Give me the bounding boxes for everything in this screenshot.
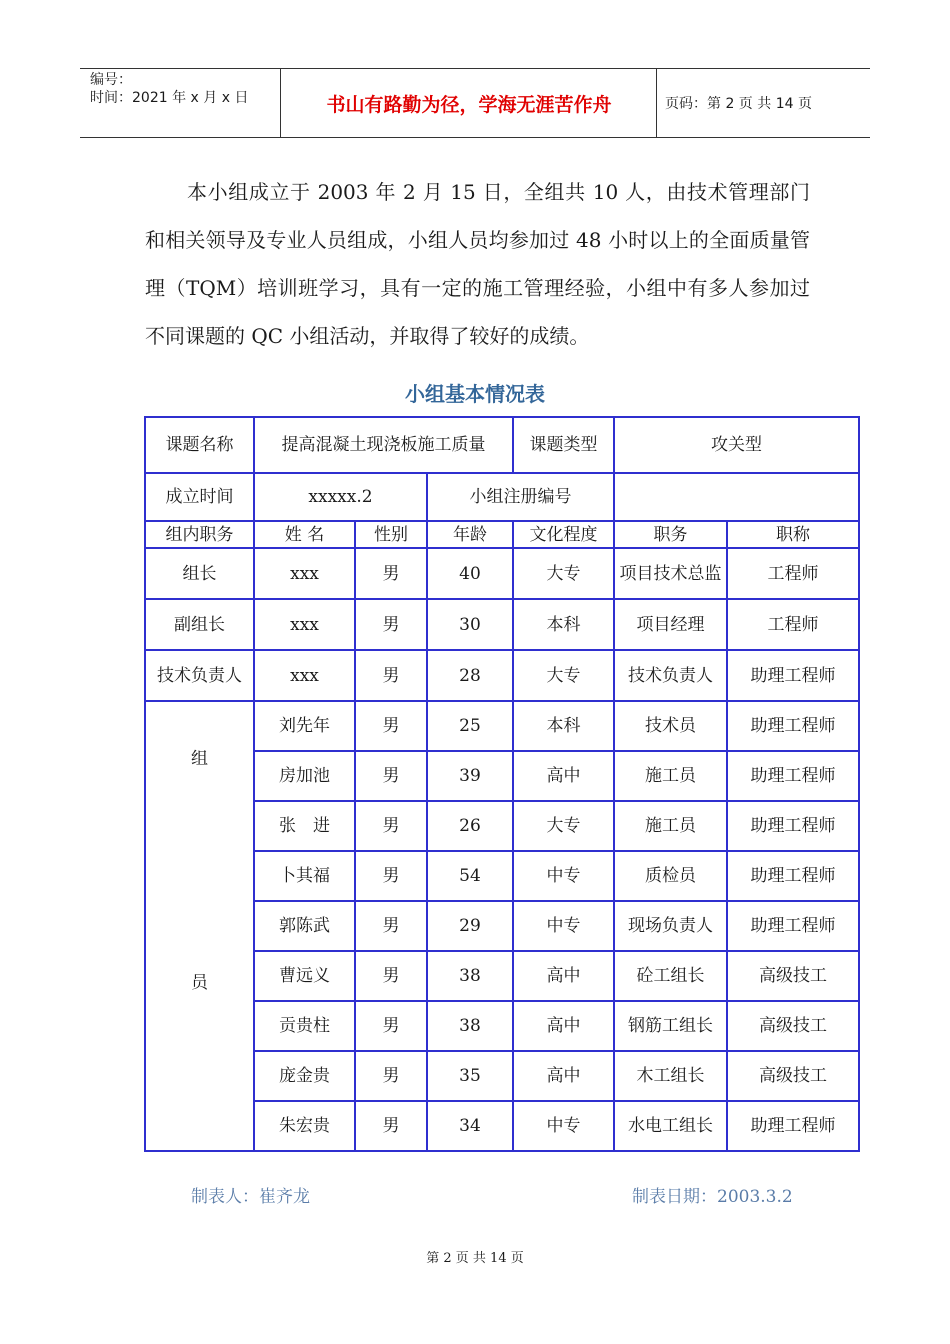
cell-age: 38 <box>427 951 513 1001</box>
cell-title: 助理工程师 <box>727 751 859 801</box>
time-label: 时间：2021 年 x 月 x 日 <box>90 90 249 106</box>
cell-position: 木工组长 <box>614 1051 727 1101</box>
cell-name: 贡贵柱 <box>254 1001 355 1051</box>
cell-title: 助理工程师 <box>727 901 859 951</box>
cell-position: 质检员 <box>614 851 727 901</box>
cell-edu: 高中 <box>513 1051 614 1101</box>
cell-name: 卜其福 <box>254 851 355 901</box>
column-header: 职务 <box>614 521 727 548</box>
cell-edu: 中专 <box>513 1101 614 1151</box>
table-row <box>145 548 859 599</box>
member-role-bottom: 员 <box>191 973 208 993</box>
cell-edu: 高中 <box>513 751 614 801</box>
cell-position: 项目技术总监 <box>614 548 727 599</box>
cell-title: 高级技工 <box>727 1051 859 1101</box>
cell-gender: 男 <box>355 1001 427 1051</box>
cell-title: 助理工程师 <box>727 801 859 851</box>
page-footer: 第 2 页 共 14 页 <box>426 1251 524 1266</box>
cell-edu: 大专 <box>513 548 614 599</box>
cell-position: 技术负责人 <box>614 650 727 701</box>
intro-paragraph: 本小组成立于 2003 年 2 月 15 日，全组共 10 人，由技术管理部门和相关领导及专业人员组成，小组人员均参加过 48 小时以上的全面质量管理（TQM）培训班学习，具有一定的施工管理经验，小组中有多人参加过不同课题的 QC 小组活动，并取得了较好的成绩。 <box>145 180 810 348</box>
number-label: 编号： <box>90 72 132 88</box>
table-header-row <box>145 521 859 548</box>
cell-position: 项目经理 <box>614 599 727 650</box>
column-header: 组内职务 <box>145 521 254 548</box>
cell-gender: 男 <box>355 951 427 1001</box>
column-header: 文化程度 <box>513 521 614 548</box>
cell-gender: 男 <box>355 801 427 851</box>
cell-gender: 男 <box>355 851 427 901</box>
cell-age: 39 <box>427 751 513 801</box>
cell-role: 组长 <box>145 548 254 599</box>
cell-role: 副组长 <box>145 599 254 650</box>
header-divider <box>280 69 281 137</box>
cell-name: 张 进 <box>254 801 355 851</box>
header-meta <box>90 71 248 107</box>
cell-name: 朱宏贵 <box>254 1101 355 1151</box>
cell-title: 助理工程师 <box>727 701 859 751</box>
cell-name: 房加池 <box>254 751 355 801</box>
cell-edu: 高中 <box>513 951 614 1001</box>
cell-edu: 中专 <box>513 851 614 901</box>
cell-gender: 男 <box>355 751 427 801</box>
cell-age: 29 <box>427 901 513 951</box>
cell-edu: 大专 <box>513 801 614 851</box>
cell-gender: 男 <box>355 701 427 751</box>
cell-name: 曹远义 <box>254 951 355 1001</box>
table-row <box>145 701 859 751</box>
group-info-table <box>144 416 860 1152</box>
page-header <box>80 68 870 138</box>
table-row <box>145 417 859 473</box>
member-role-cell <box>145 701 254 1151</box>
header-divider <box>656 69 657 137</box>
cell-age: 35 <box>427 1051 513 1101</box>
cell-name: xxx <box>254 548 355 599</box>
topic-name-value: 提高混凝土现浇板施工质量 <box>254 417 513 473</box>
cell-age: 40 <box>427 548 513 599</box>
column-header: 职称 <box>727 521 859 548</box>
cell-position: 钢筋工组长 <box>614 1001 727 1051</box>
cell-title: 助理工程师 <box>727 650 859 701</box>
column-header: 姓 名 <box>254 521 355 548</box>
cell-name: xxx <box>254 650 355 701</box>
motto: 书山有路勤为径，学海无涯苦作舟 <box>326 93 612 116</box>
cell-position: 施工员 <box>614 751 727 801</box>
cell-age: 25 <box>427 701 513 751</box>
cell-role: 技术负责人 <box>145 650 254 701</box>
cell-name: 刘先年 <box>254 701 355 751</box>
table-row <box>145 650 859 701</box>
cell-position: 水电工组长 <box>614 1101 727 1151</box>
cell-title: 高级技工 <box>727 951 859 1001</box>
cell-name: 庞金贵 <box>254 1051 355 1101</box>
cell-age: 34 <box>427 1101 513 1151</box>
cell-age: 30 <box>427 599 513 650</box>
cell-age: 26 <box>427 801 513 851</box>
cell-title: 工程师 <box>727 548 859 599</box>
cell-gender: 男 <box>355 548 427 599</box>
cell-name: xxx <box>254 599 355 650</box>
page-code: 页码：第 2 页 共 14 页 <box>665 96 812 112</box>
cell-title: 高级技工 <box>727 1001 859 1051</box>
cell-gender: 男 <box>355 599 427 650</box>
cell-age: 28 <box>427 650 513 701</box>
cell-age: 54 <box>427 851 513 901</box>
table-row <box>145 473 859 521</box>
cell-edu: 中专 <box>513 901 614 951</box>
cell-edu: 本科 <box>513 701 614 751</box>
topic-name-label: 课题名称 <box>145 417 254 473</box>
cell-title: 助理工程师 <box>727 851 859 901</box>
cell-edu: 大专 <box>513 650 614 701</box>
cell-gender: 男 <box>355 1051 427 1101</box>
founded-value: xxxxx.2 <box>254 473 427 521</box>
cell-gender: 男 <box>355 1101 427 1151</box>
founded-label: 成立时间 <box>145 473 254 521</box>
cell-name: 郭陈武 <box>254 901 355 951</box>
cell-gender: 男 <box>355 901 427 951</box>
cell-age: 38 <box>427 1001 513 1051</box>
cell-position: 砼工组长 <box>614 951 727 1001</box>
table-date: 制表日期：2003.3.2 <box>632 1187 793 1207</box>
column-header: 年龄 <box>427 521 513 548</box>
registration-value <box>614 473 859 521</box>
cell-edu: 本科 <box>513 599 614 650</box>
cell-title: 工程师 <box>727 599 859 650</box>
cell-position: 现场负责人 <box>614 901 727 951</box>
table-row <box>145 599 859 650</box>
member-role-top: 组 <box>191 749 208 769</box>
column-header: 性别 <box>355 521 427 548</box>
topic-type-value: 攻关型 <box>614 417 859 473</box>
cell-gender: 男 <box>355 650 427 701</box>
cell-position: 技术员 <box>614 701 727 751</box>
cell-title: 助理工程师 <box>727 1101 859 1151</box>
table-maker: 制表人：崔齐龙 <box>191 1187 310 1207</box>
registration-label: 小组注册编号 <box>427 473 614 521</box>
cell-position: 施工员 <box>614 801 727 851</box>
cell-edu: 高中 <box>513 1001 614 1051</box>
table-title: 小组基本情况表 <box>405 382 545 406</box>
topic-type-label: 课题类型 <box>513 417 614 473</box>
